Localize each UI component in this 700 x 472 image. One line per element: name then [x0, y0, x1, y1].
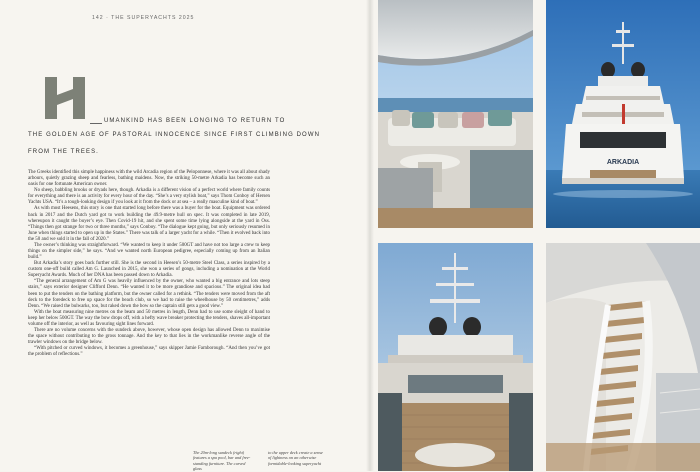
- spine-gutter: [366, 0, 374, 471]
- paragraph: There are no volume concerns with the sundeck above, however, whose open design has allowed Denn to maximise the space without contributing to the gross tonnage. And the key to that lies in the workmanlike reverse angle of the trawler windows on the bridge below.: [28, 328, 270, 346]
- paragraph: “With pitched or curved windows, it becomes a greenhouse,” says skipper Jamie Farnborough. “And then you’ve got the problem of reflections.”: [28, 346, 270, 358]
- photo-staircase: [546, 243, 700, 471]
- intro-rule: [90, 123, 102, 124]
- paragraph: “The general arrangement of Am G was heavily influenced by the owner, who wanted a big entrance and lots steep stairs,” says exterior designer Clifford Denn. “He wanted it to be more grandiose and spacious.” The original idea had been to put the tenders on the bathing platform, but the owner called for a rethink. “The tenders were moved from the aft deck to the foredeck to free up space for the beach club, so we had to raise the wheelhouse by 50 centimetres,” adds Denn. “We raised the bulwarks, too, but raked down the bow so the captain still gets a good view.”: [28, 279, 270, 309]
- intro-line-3: FROM THE TREES.: [28, 149, 99, 155]
- photo-sundeck-mast: [378, 243, 533, 471]
- intro-line-2: THE GOLDEN AGE OF PASTORAL INNOCENCE SINCE FIRST CLIMBING DOWN: [28, 132, 321, 138]
- caption-2: to the upper deck create a sense of lightness on an otherwise formidable-looking superyacht: [268, 450, 323, 466]
- photo-deck-lounge: [378, 0, 533, 228]
- intro-line-1: UMANKIND HAS BEEN LONGING TO RETURN TO: [104, 118, 286, 124]
- folio: 142 · THE SUPERYACHTS 2025: [92, 15, 195, 21]
- paragraph: The Greeks identified this simple happiness with the wild Arcadia region of the Peloponnese, where it was all about shady arbours, quietly grazing sheep and fearless, bathing maidens. Now, the striking 50-metre Arkadia has become such an oasis for one fortunate American owner.: [28, 170, 270, 188]
- paragraph: But Arkadia’s story goes back further still. She is the second in Heesen’s 50-metre Steel Class, a series inspired by a custom one-off build called Am G. Launched in 2015, she won a series of gongs, including a nomination at the World Superyacht Awards. Much of her DNA has been passed down to Arkadia.: [28, 261, 270, 279]
- paragraph: The owner’s thinking was straightforward. “We wanted to keep it under 500GT and have not too large a crew to keep things on the simpler side,” he says. “And we wanted north European pedigree, especially coming up from an Italian build.”: [28, 242, 270, 261]
- paragraph: As with most Heesens, this story is one that started long before there was a buyer for the boat. Equipment was ordered back in 2017 and the Dutch yard got to work building the 49.9-metre hull on spec. It was completed in late 2019, whereupon it caught the buyer’s eye. Then Covid-19 hit, and she spent some time lying alongside at the yard in Oss. “Things then got strange for two or three months,” says Conboy. “The dialogue kept going, but only seriously resumed in June when things started to open up in the States.” There was talk of a larger yacht for a while. “Then it evolved back into the 50 and we sold it in the fall of 2020.”: [28, 206, 270, 242]
- paragraph: No sheep, babbling brooks or dryads here, though. Arkadia is a different vision of a perfect world where family counts for everything and there is an activity for every hour of the day. “She’s a very stylish boat,” says Thom Conboy of Hersen Yachts USA. “It’s a tough-looking design if you look at it from the dock or at sea – a really masculine kind of boat.”: [28, 188, 270, 206]
- dropcap-letter-h: [44, 77, 86, 119]
- yacht-name-label: ARKADIA: [606, 159, 640, 166]
- paragraph: With the boat measuring nine metres on the beam and 50 metres in length, Denn had to use some sleight of hand to keep her below 500GT. The way the bow drops off, with a hefty wave breaker protecting the tenders, shaves all-important volume off the interior, as well as favouring sight lines forward.: [28, 309, 270, 327]
- article-body: [28, 170, 270, 358]
- photo-yacht-stern: [546, 0, 700, 228]
- caption-1: The 20m-long sundeck (right) features a spa pool, bar and free-standing furniture. The curved glass: [193, 450, 251, 472]
